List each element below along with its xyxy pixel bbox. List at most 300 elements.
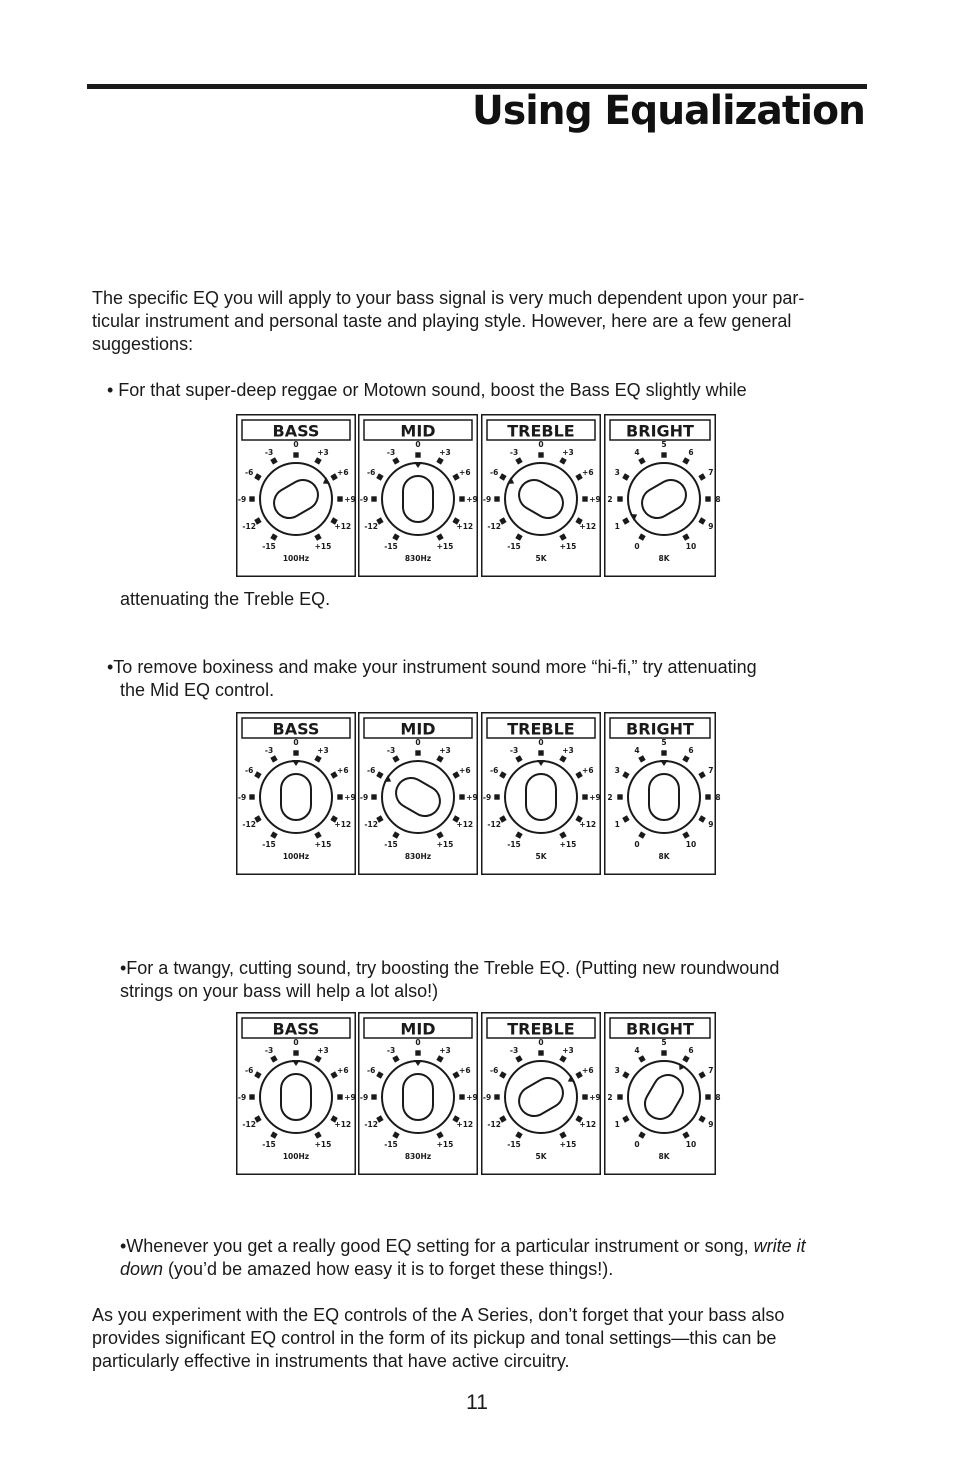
scale-tick [392,1131,399,1138]
scale-tick [415,750,420,755]
intro-line: ticular instrument and personal taste and playing style. However, here are a few general [92,311,792,331]
scale-label: 10 [685,1139,697,1149]
scale-tick [270,831,277,838]
scale-tick [371,794,376,799]
eq-knob-treble [482,1013,601,1175]
scale-tick [436,755,443,762]
scale-label: +3 [562,448,574,458]
scale-tick [314,831,321,838]
scale-label: 1 [614,1120,620,1129]
scale-label: +12 [334,522,352,531]
scale-tick [436,533,443,540]
scale-tick [337,1094,342,1099]
scale-label: -15 [507,839,521,849]
scale-tick [682,1131,689,1138]
scale-label: +9 [344,793,356,802]
eq-panel-1 [236,414,721,577]
scale-tick [559,831,566,838]
scale-label: -6 [367,1066,376,1075]
scale-tick [415,1050,420,1055]
scale-tick [638,457,645,464]
scale-tick [705,1094,710,1099]
eq-knob-treble [482,415,601,577]
scale-label: +3 [562,746,574,756]
scale-label: 3 [614,468,620,477]
scale-tick [314,1055,321,1062]
scale-label: -12 [364,820,378,829]
scale-tick [436,1055,443,1062]
scale-label: 10 [685,839,697,849]
scale-tick [254,473,261,480]
scale-tick [494,496,499,501]
scale-label: -12 [364,522,378,531]
scale-label: -6 [367,468,376,477]
scale-tick [622,771,629,778]
intro-line: The specific EQ you will apply to your bass signal is very much dependent upon your par- [92,288,805,308]
knob-name-label: BASS [272,1019,320,1039]
scale-tick [617,496,622,501]
scale-label: +6 [582,468,594,477]
page-title: Using Equalization [472,88,865,134]
scale-tick [337,794,342,799]
scale-label: +9 [589,1093,601,1102]
scale-tick [638,1055,645,1062]
scale-label: -9 [359,495,369,504]
scale-label: +12 [456,522,474,531]
scale-label: +6 [459,468,471,477]
scale-label: 2 [607,495,613,504]
scale-label: -12 [242,1120,256,1129]
scale-label: 8 [715,793,721,802]
scale-label: +15 [436,839,454,849]
eq-knob-bright [605,713,721,875]
knob-frequency-label: 100Hz [282,1152,310,1161]
scale-tick [515,755,522,762]
knob-frequency-label: 5K [535,554,547,563]
knob-name-label: BRIGHT [626,421,694,441]
scale-label: -15 [262,839,276,849]
scale-label: -9 [482,495,492,504]
scale-tick [392,1055,399,1062]
scale-tick [559,755,566,762]
scale-label: -15 [507,541,521,551]
knob-frequency-label: 5K [535,852,547,861]
scale-label: -15 [262,1139,276,1149]
scale-tick [638,1131,645,1138]
scale-tick [314,457,321,464]
scale-tick [436,457,443,464]
knob-frequency-label: 100Hz [282,852,310,861]
scale-label: 0 [634,1139,640,1149]
scale-tick [436,1131,443,1138]
scale-tick [617,794,622,799]
scale-label: 0 [415,738,421,747]
scale-tick [622,815,629,822]
tip2-paragraph [107,656,757,702]
scale-label: -15 [262,541,276,551]
scale-label: 0 [538,738,544,747]
eq-knob-mid [359,1013,478,1175]
scale-label: +15 [559,1139,577,1149]
scale-label: 0 [415,440,421,449]
scale-tick [698,771,705,778]
scale-tick [582,794,587,799]
knob-cap [526,774,556,820]
scale-label: -6 [490,468,499,477]
scale-tick [376,1071,383,1078]
scale-label: 5 [661,738,667,747]
knob-cap [281,774,311,820]
scale-label: +12 [456,1120,474,1129]
scale-tick [392,533,399,540]
scale-tick [698,815,705,822]
tip1-line-a: • For that super-deep reggae or Motown sound, boost the Bass EQ slightly while [107,380,747,400]
scale-label: +9 [344,495,356,504]
knob-name-label: MID [400,421,436,441]
scale-tick [499,1071,506,1078]
scale-label: -6 [367,766,376,775]
scale-label: 3 [614,766,620,775]
scale-label: +3 [317,1046,329,1056]
scale-label: +3 [317,746,329,756]
scale-label: -9 [359,793,369,802]
scale-tick [698,1115,705,1122]
scale-tick [392,457,399,464]
eq-knob-bass [237,713,356,875]
scale-label: +9 [589,495,601,504]
scale-tick [293,750,298,755]
scale-tick [698,473,705,480]
scale-tick [538,452,543,457]
scale-label: -12 [487,820,501,829]
scale-label: +3 [439,448,451,458]
scale-tick [661,1050,666,1055]
scale-label: +9 [466,793,478,802]
eq-knob-mid [359,415,478,577]
scale-label: +12 [456,820,474,829]
scale-tick [682,831,689,838]
scale-label: +12 [334,820,352,829]
scale-tick [249,1094,254,1099]
scale-label: -3 [264,448,274,458]
scale-tick [622,1115,629,1122]
scale-tick [538,1050,543,1055]
eq-knob-bright [605,1013,721,1175]
scale-label: +9 [344,1093,356,1102]
scale-label: +6 [582,766,594,775]
scale-tick [270,533,277,540]
scale-tick [392,831,399,838]
scale-label: -3 [264,746,274,756]
scale-tick [559,1131,566,1138]
scale-tick [661,452,666,457]
closing-paragraph [92,1304,784,1373]
scale-tick [293,1050,298,1055]
tip1-line-b: attenuating the Treble EQ. [120,589,331,609]
scale-label: 9 [708,820,714,829]
scale-label: +6 [337,468,349,477]
scale-label: +15 [314,541,332,551]
scale-tick [459,1094,464,1099]
scale-label: -12 [364,1120,378,1129]
scale-label: +15 [436,541,454,551]
tip3-line-a: •For a twangy, cutting sound, try boosting the Treble EQ. (Putting new roundwound [120,958,780,978]
scale-label: 4 [634,448,640,458]
tip4-italic-a: write it [753,1236,806,1256]
tip4-italic-b: down [120,1259,164,1279]
scale-tick [270,755,277,762]
scale-label: 1 [614,522,620,531]
scale-label: -6 [490,766,499,775]
scale-label: 4 [634,746,640,756]
page-number: 11 [466,1391,488,1414]
scale-label: -9 [482,1093,492,1102]
eq-knob-bass [237,1013,356,1175]
eq-knob-treble [482,713,601,875]
scale-label: 4 [634,1046,640,1056]
scale-tick [415,452,420,457]
scale-label: +3 [562,1046,574,1056]
knob-cap [649,774,679,820]
scale-label: -3 [509,746,519,756]
scale-label: +6 [459,1066,471,1075]
scale-label: -3 [386,1046,396,1056]
scale-tick [499,473,506,480]
scale-label: 6 [688,746,694,756]
knob-name-label: BASS [272,421,320,441]
knob-frequency-label: 830Hz [404,1152,432,1161]
scale-label: +12 [579,1120,597,1129]
scale-tick [705,496,710,501]
scale-tick [638,831,645,838]
scale-label: 2 [607,1093,613,1102]
scale-label: +15 [559,541,577,551]
scale-label: -12 [242,820,256,829]
scale-tick [617,1094,622,1099]
intro-line: suggestions: [92,334,194,354]
scale-tick [682,533,689,540]
scale-tick [682,755,689,762]
scale-label: 10 [685,541,697,551]
eq-panel-2 [236,712,721,875]
scale-label: 7 [708,766,714,775]
scale-label: +12 [579,522,597,531]
scale-label: 7 [708,1066,714,1075]
scale-tick [371,1094,376,1099]
knob-name-label: TREBLE [507,1019,575,1039]
knob-frequency-label: 5K [535,1152,547,1161]
scale-label: 1 [614,820,620,829]
scale-label: -15 [507,1139,521,1149]
tip4-text-b: (you’d be amazed how easy it is to forget these things!). [163,1259,614,1279]
scale-tick [638,533,645,540]
scale-tick [515,1055,522,1062]
scale-label: -3 [386,448,396,458]
scale-label: +9 [589,793,601,802]
scale-tick [559,1055,566,1062]
scale-label: +15 [314,1139,332,1149]
scale-label: 5 [661,440,667,449]
scale-label: +12 [334,1120,352,1129]
scale-label: -9 [482,793,492,802]
scale-tick [698,517,705,524]
scale-label: +3 [317,448,329,458]
scale-tick [582,1094,587,1099]
scale-tick [638,755,645,762]
scale-tick [559,457,566,464]
scale-tick [538,750,543,755]
knob-cap [403,1074,433,1120]
scale-label: -3 [509,1046,519,1056]
scale-label: +6 [337,766,349,775]
knob-name-label: BASS [272,719,320,739]
knob-frequency-label: 8K [658,1152,670,1161]
knob-frequency-label: 830Hz [404,852,432,861]
scale-tick [436,831,443,838]
scale-label: 5 [661,1038,667,1047]
scale-label: -12 [242,522,256,531]
tip3-line-b: strings on your bass will help a lot also!) [120,981,439,1001]
scale-tick [515,457,522,464]
scale-tick [337,496,342,501]
scale-label: -6 [245,766,254,775]
scale-label: +12 [579,820,597,829]
scale-tick [249,794,254,799]
scale-tick [622,1071,629,1078]
scale-label: -15 [384,839,398,849]
scale-label: -9 [237,793,247,802]
scale-tick [314,533,321,540]
intro-paragraph [92,287,804,356]
scale-tick [515,831,522,838]
scale-label: -9 [237,495,247,504]
scale-label: +9 [466,1093,478,1102]
scale-label: -6 [245,1066,254,1075]
scale-label: -15 [384,541,398,551]
scale-tick [376,771,383,778]
scale-tick [293,452,298,457]
eq-knob-mid [359,713,478,875]
scale-label: +3 [439,746,451,756]
scale-tick [314,1131,321,1138]
scale-label: -3 [509,448,519,458]
scale-label: -15 [384,1139,398,1149]
scale-tick [249,496,254,501]
scale-tick [622,473,629,480]
scale-label: +15 [436,1139,454,1149]
scale-tick [376,473,383,480]
scale-label: 0 [634,839,640,849]
scale-label: 3 [614,1066,620,1075]
scale-label: -9 [237,1093,247,1102]
knob-frequency-label: 8K [658,554,670,563]
scale-tick [459,496,464,501]
eq-knob-bright [605,415,721,577]
scale-label: -3 [386,746,396,756]
scale-label: 0 [293,440,299,449]
scale-label: 0 [293,738,299,747]
scale-label: 0 [293,1038,299,1047]
tip4-text-a: •Whenever you get a really good EQ setting for a particular instrument or song, [120,1236,754,1256]
eq-panel-3 [236,1012,721,1175]
scale-tick [494,794,499,799]
scale-tick [270,1055,277,1062]
knob-frequency-label: 830Hz [404,554,432,563]
scale-label: 0 [538,1038,544,1047]
tip2-line-a: •To remove boxiness and make your instrument sound more “hi-fi,” try attenuating [107,657,757,677]
scale-tick [698,1071,705,1078]
scale-label: 6 [688,1046,694,1056]
scale-tick [682,457,689,464]
tip4-paragraph [120,1235,806,1281]
scale-label: +6 [459,766,471,775]
scale-label: 2 [607,793,613,802]
closing-line: particularly effective in instruments that have active circuitry. [92,1351,570,1371]
scale-label: +6 [337,1066,349,1075]
scale-tick [515,533,522,540]
scale-tick [392,755,399,762]
knob-name-label: BRIGHT [626,719,694,739]
knob-cap [403,476,433,522]
knob-name-label: BRIGHT [626,1019,694,1039]
scale-label: 8 [715,495,721,504]
knob-name-label: TREBLE [507,421,575,441]
knob-frequency-label: 8K [658,852,670,861]
scale-tick [270,1131,277,1138]
knob-cap [281,1074,311,1120]
scale-label: -12 [487,522,501,531]
scale-label: -12 [487,1120,501,1129]
tip3-paragraph [120,957,779,1003]
knob-name-label: MID [400,1019,436,1039]
closing-line: As you experiment with the EQ controls of the A Series, don’t forget that your bass also [92,1305,785,1325]
scale-label: -6 [490,1066,499,1075]
scale-tick [622,517,629,524]
scale-label: 9 [708,522,714,531]
scale-label: +15 [559,839,577,849]
scale-tick [494,1094,499,1099]
knob-name-label: TREBLE [507,719,575,739]
scale-label: -6 [245,468,254,477]
scale-label: 0 [538,440,544,449]
scale-tick [254,771,261,778]
scale-label: -9 [359,1093,369,1102]
scale-label: 9 [708,1120,714,1129]
scale-tick [705,794,710,799]
scale-tick [371,496,376,501]
scale-label: +3 [439,1046,451,1056]
scale-label: +9 [466,495,478,504]
scale-tick [254,1071,261,1078]
scale-label: 6 [688,448,694,458]
tip2-line-b: the Mid EQ control. [120,680,275,700]
knob-name-label: MID [400,719,436,739]
eq-knob-bass [237,415,356,577]
scale-tick [682,1055,689,1062]
scale-label: -3 [264,1046,274,1056]
knob-frequency-label: 100Hz [282,554,310,563]
scale-label: 0 [634,541,640,551]
scale-label: +6 [582,1066,594,1075]
closing-line: provides significant EQ control in the form of its pickup and tonal settings—this can be [92,1328,777,1348]
scale-tick [499,771,506,778]
scale-tick [459,794,464,799]
scale-label: 8 [715,1093,721,1102]
scale-tick [661,750,666,755]
scale-label: 7 [708,468,714,477]
scale-tick [582,496,587,501]
scale-tick [559,533,566,540]
